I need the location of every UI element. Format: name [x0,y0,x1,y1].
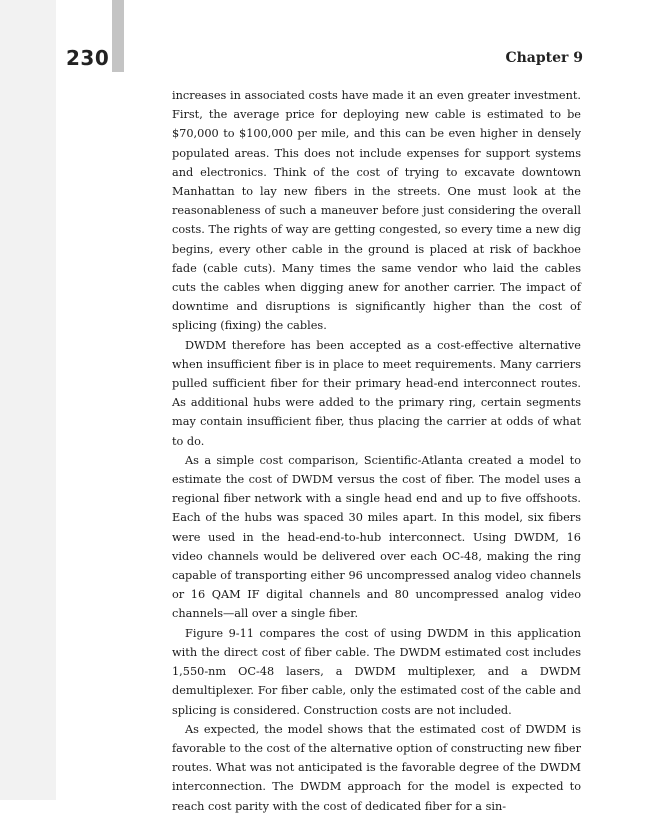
paragraph: DWDM therefore has been accepted as a cost-effective alternative when insufficient fiber is in place to meet requirements. Many carriers pulled sufficient fiber for their primary head-end interconnect routes. As additional hubs were added to the primary ring, certain segments may contain insufficient fiber, thus placing the carrier at odds of what to do. [172,338,581,448]
left-margin-strip [0,0,56,800]
chapter-heading: Chapter 9 [505,50,583,66]
page-number: 230 [66,46,110,70]
page-tab-bar [112,0,124,72]
paragraph: Figure 9-11 compares the cost of using DWDM in this application with the direct cost of fiber cable. The DWDM estimated cost includes 1,550-nm OC-48 lasers, a DWDM multiplexer, and a DWDM demultiplexer. For fiber cable, only the estimated cost of the cable and splicing is considered. Construction costs are not included. [172,626,581,717]
paragraph: As a simple cost comparison, Scientific-Atlanta created a model to estimate the cost of DWDM versus the cost of fiber. The model uses a regional fiber network with a single head end and up to five offshoots. Each of the hubs was spaced 30 miles apart. In this model, six fibers were used in the head-end-to-hub interconnect. Using DWDM, 16 video channels would be delivered over each OC-48, making the ring capable of transporting either 96 uncompressed analog video channels or 16 QAM IF digital channels and 80 uncompressed analog video channels—all over a single fiber. [172,453,581,621]
paragraph: increases in associated costs have made it an even greater investment. First, the average price for deploying new cable is estimated to be $70,000 to $100,000 per mile, and this can be even higher in densely populated areas. This does not include expenses for support systems and electronics. Think of the cost of trying to excavate downtown Manhattan to lay new fibers in the streets. One must look at the reasonableness of such a maneuver before just considering the overall costs. The rights of way are getting congested, so every time a new dig begins, every other cable in the ground is placed at risk of backhoe fade (cable cuts). Many times the same vendor who laid the cables cuts the cables when digging anew for another carrier. The impact of downtime and disruptions is significantly higher than the cost of splicing (fixing) the cables. [172,89,581,333]
paragraph: As expected, the model shows that the estimated cost of DWDM is favorable to the cost of the alternative option of constructing new fiber routes. What was not anticipated is the favorable degree of the DWDM interconnection. The DWDM approach for the model is expected to reach cost parity with the cost of dedicated fiber for a sin- [172,722,581,813]
body-text [172,86,581,816]
